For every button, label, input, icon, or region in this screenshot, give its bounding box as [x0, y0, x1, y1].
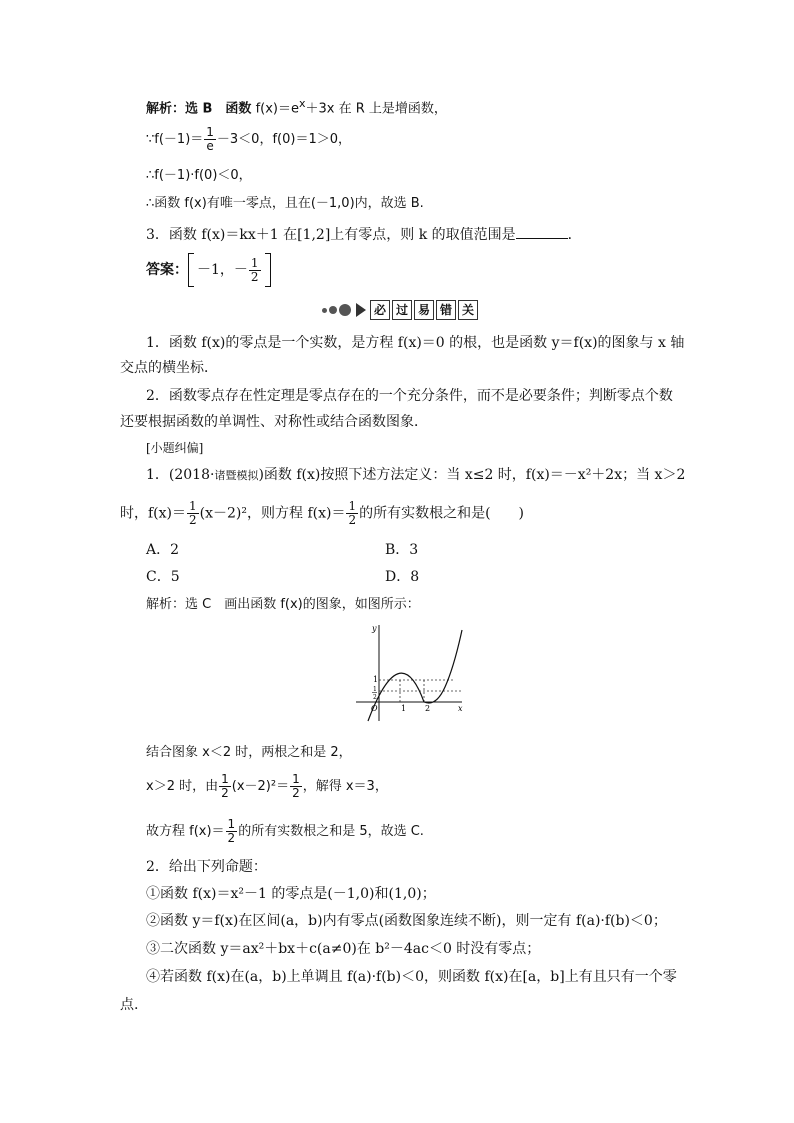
- svg-text:1: 1: [373, 686, 377, 693]
- source-tag: 诸暨模拟: [214, 469, 259, 482]
- note-1-line-1: 1．函数 f(x)的零点是一个实数，是方程 f(x)＝0 的根，也是函数 y＝f(x)的图象与 x 轴: [146, 335, 685, 351]
- option-a: A．2: [146, 542, 180, 558]
- arrow-right-icon: [356, 303, 366, 317]
- svg-text:1: 1: [401, 704, 407, 713]
- solution-line-2: ∵f(－1)＝ $\frac{1}{e}$ －3＜0，f(0)＝1＞0，: [146, 125, 351, 153]
- question-3: 3．函数 f(x)＝kx＋1 在[1,2]上有零点，则 k 的取值范围是 ．: [146, 224, 582, 245]
- svg-text:2: 2: [373, 694, 377, 701]
- section-tag: [小题纠偏]: [146, 441, 204, 455]
- proposition-2: ②函数 y＝f(x)在区间(a，b)内有零点(函数图象连续不断)，则一定有 f(a)·f(b)＜0；: [146, 913, 667, 929]
- answer-blank: [516, 224, 568, 239]
- dot-icon: [322, 308, 327, 313]
- option-d: D．8: [385, 569, 420, 585]
- problem-2-intro: 2．给出下列命题：: [146, 859, 267, 875]
- svg-text:1: 1: [373, 675, 379, 684]
- solution-line-1: 解析：选 B 函数 $f(x)=e^x+3x$ 在 R 上是增函数，: [146, 97, 447, 117]
- solution-p1-line-4: 故方程 f(x)＝ $\frac{1}{2}$ 的所有实数根之和是 5，故选 C.: [146, 817, 424, 845]
- proposition-1: ①函数 f(x)＝x²－1 的零点是(－1,0)和(1,0)；: [146, 886, 436, 902]
- svg-text:y: y: [372, 624, 377, 633]
- svg-text:x: x: [458, 704, 463, 713]
- note-2-line-2: 还要根据函数的单调性、对称性或结合函数图象．: [120, 414, 428, 430]
- solution-p1-line-1: 解析：选 C 画出函数 f(x)的图象，如图所示：: [146, 597, 420, 612]
- note-2-line-1: 2．函数零点存在性定理是零点存在的一个充分条件，而不是必要条件；判断零点个数: [146, 388, 673, 404]
- option-c: C．5: [146, 569, 180, 585]
- dot-icon: [339, 304, 351, 316]
- problem-1-line-1: 1．(2018·诸暨模拟)函数 f(x)按照下述方法定义：当 x≤2 时，f(x)＝－x²＋2x；当 x＞2: [146, 467, 686, 483]
- dot-icon: [329, 306, 337, 314]
- note-1-line-2: 交点的横坐标．: [120, 360, 218, 376]
- solution-p1-line-2: 结合图象 x＜2 时，两根之和是 2，: [146, 745, 352, 760]
- section-banner: [322, 299, 492, 321]
- solution-line-4: ∴函数 f(x)有唯一零点，且在(－1,0)内，故选 B.: [146, 196, 424, 211]
- svg-text:2: 2: [425, 704, 431, 713]
- answer-line: [146, 253, 271, 287]
- solution-line-3: ∴f(－1)·f(0)＜0，: [146, 168, 252, 183]
- svg-text:O: O: [371, 704, 378, 713]
- banner-title: 必 过 易 错 关: [370, 300, 480, 320]
- interval-bracket: －1，－ $\frac{1}{2}$: [188, 253, 271, 287]
- solution-label: 解析：选 B 函数: [146, 101, 252, 117]
- solution-p1-line-3: x＞2 时，由 $\frac{1}{2}$ (x－2)²＝ $\frac{1}{2}$ ，解得 x＝3，: [146, 772, 388, 800]
- problem-1-line-2: 时，f(x)＝ $\frac{1}{2}$ (x－2)²，则方程 f(x)＝ $\frac{1}{2}$ 的所有实数根之和是( ): [120, 499, 525, 527]
- proposition-4-line-2: 点.: [120, 997, 139, 1013]
- proposition-3: ③二次函数 y＝ax²＋bx＋c(a≠0)在 b²－4ac＜0 时没有零点；: [146, 941, 541, 957]
- answer-label: 答案：: [146, 262, 188, 278]
- proposition-4-line-1: ④若函数 f(x)在(a，b)上单调且 f(a)·f(b)＜0，则函数 f(x)在[a，b]上有且只有一个零: [146, 969, 677, 985]
- function-graph: [352, 619, 468, 723]
- option-b: B．3: [385, 542, 419, 558]
- fraction: $\frac{1}{e}$: [206, 125, 214, 153]
